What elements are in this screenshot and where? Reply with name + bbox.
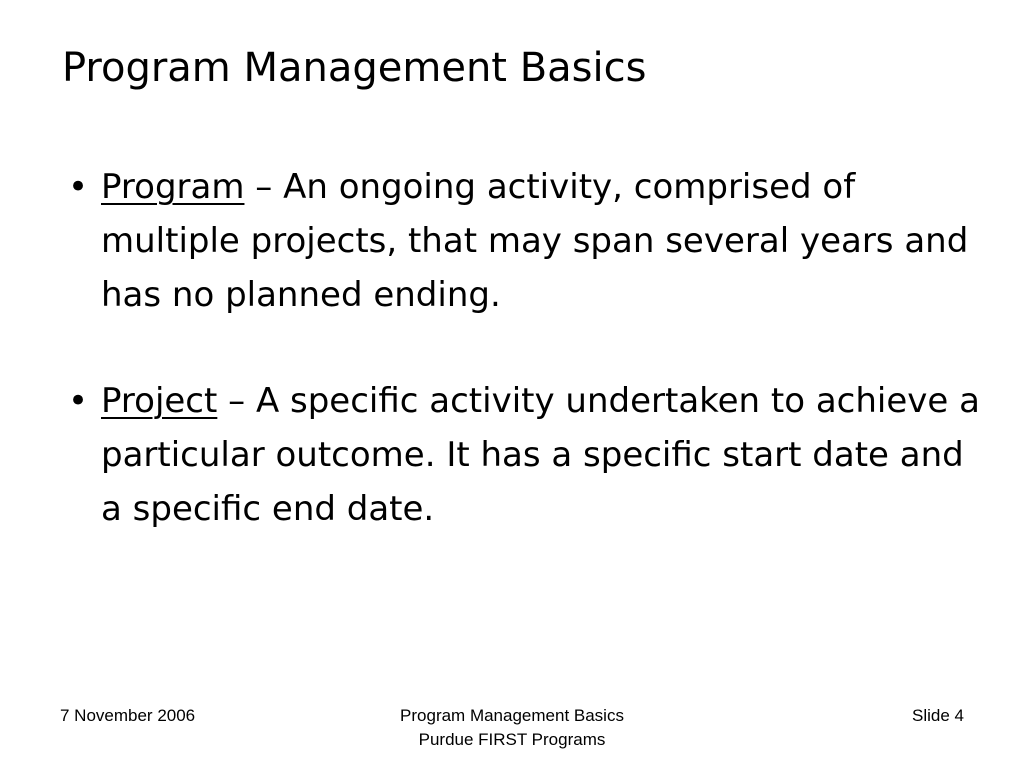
term-project: Project [101,381,218,421]
bullet-dot-icon: • [68,167,89,207]
slide-title: Program Management Basics [62,45,647,91]
footer-center [312,704,712,752]
footer-date: 7 November 2006 [60,706,196,725]
term-program: Program [101,167,245,207]
bullet-list [0,160,1024,536]
definition-program: – An ongoing activity, comprised of multiple projects, that may span several years and has no planned ending. [101,167,969,315]
footer-presentation-title: Program Management Basics [400,706,624,725]
bullet-item-project [0,374,981,536]
bullet-dot-icon: • [68,381,89,421]
definition-project: – A specific activity undertaken to achieve a particular outcome. It has a specific start date and a specific end date. [101,381,980,529]
footer-slide-number: Slide 4 [912,706,964,725]
bullet-item-program [0,160,981,322]
footer-organization: Purdue FIRST Programs [418,730,606,749]
